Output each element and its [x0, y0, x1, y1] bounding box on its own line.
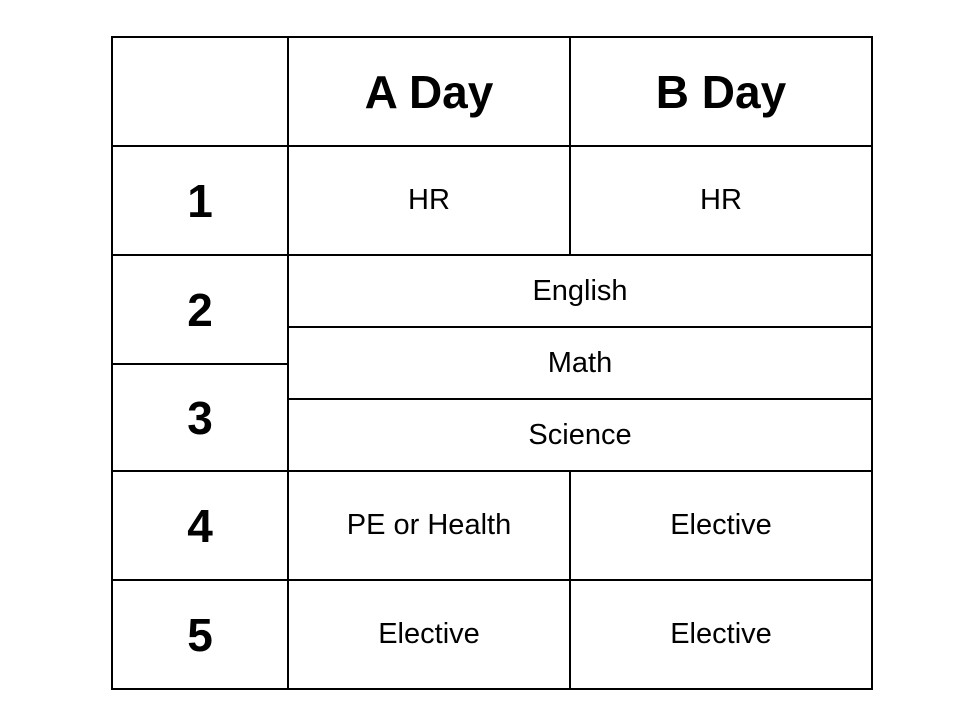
header-b-day	[569, 36, 873, 147]
period-5-a-day-class: Elective	[378, 618, 480, 650]
period-1-b-day-class: HR	[700, 184, 742, 216]
period-3-label: 3	[187, 391, 213, 444]
shared-block-english	[287, 254, 873, 328]
shared-block-english-label: English	[532, 274, 628, 307]
period-5-b-day-cell	[569, 579, 873, 690]
header-a-day	[287, 36, 571, 147]
shared-block-math	[287, 326, 873, 400]
header-a-day-label: A Day	[364, 65, 494, 118]
period-4-label: 4	[187, 499, 213, 552]
period-4-cell	[111, 470, 289, 581]
shared-block-science	[287, 398, 873, 472]
period-4-a-day-cell	[287, 470, 571, 581]
period-5-label: 5	[187, 608, 213, 661]
period-1-b-day-cell	[569, 145, 873, 256]
period-2-cell	[111, 254, 289, 365]
period-2-label: 2	[187, 283, 213, 336]
period-3-cell	[111, 363, 289, 472]
shared-block-science-label: Science	[528, 418, 632, 451]
period-1-cell	[111, 145, 289, 256]
period-4-a-day-class: PE or Health	[346, 509, 512, 541]
shared-block-math-label: Math	[547, 346, 613, 379]
period-4-b-day-cell	[569, 470, 873, 581]
period-1-label: 1	[187, 174, 213, 227]
period-5-b-day-class: Elective	[670, 618, 772, 650]
header-b-day-label: B Day	[655, 65, 787, 118]
period-5-cell	[111, 579, 289, 690]
period-5-a-day-cell	[287, 579, 571, 690]
period-4-b-day-class: Elective	[670, 509, 772, 541]
corner-cell	[111, 36, 289, 147]
period-1-a-day-class: HR	[408, 184, 450, 216]
period-1-a-day-cell	[287, 145, 571, 256]
